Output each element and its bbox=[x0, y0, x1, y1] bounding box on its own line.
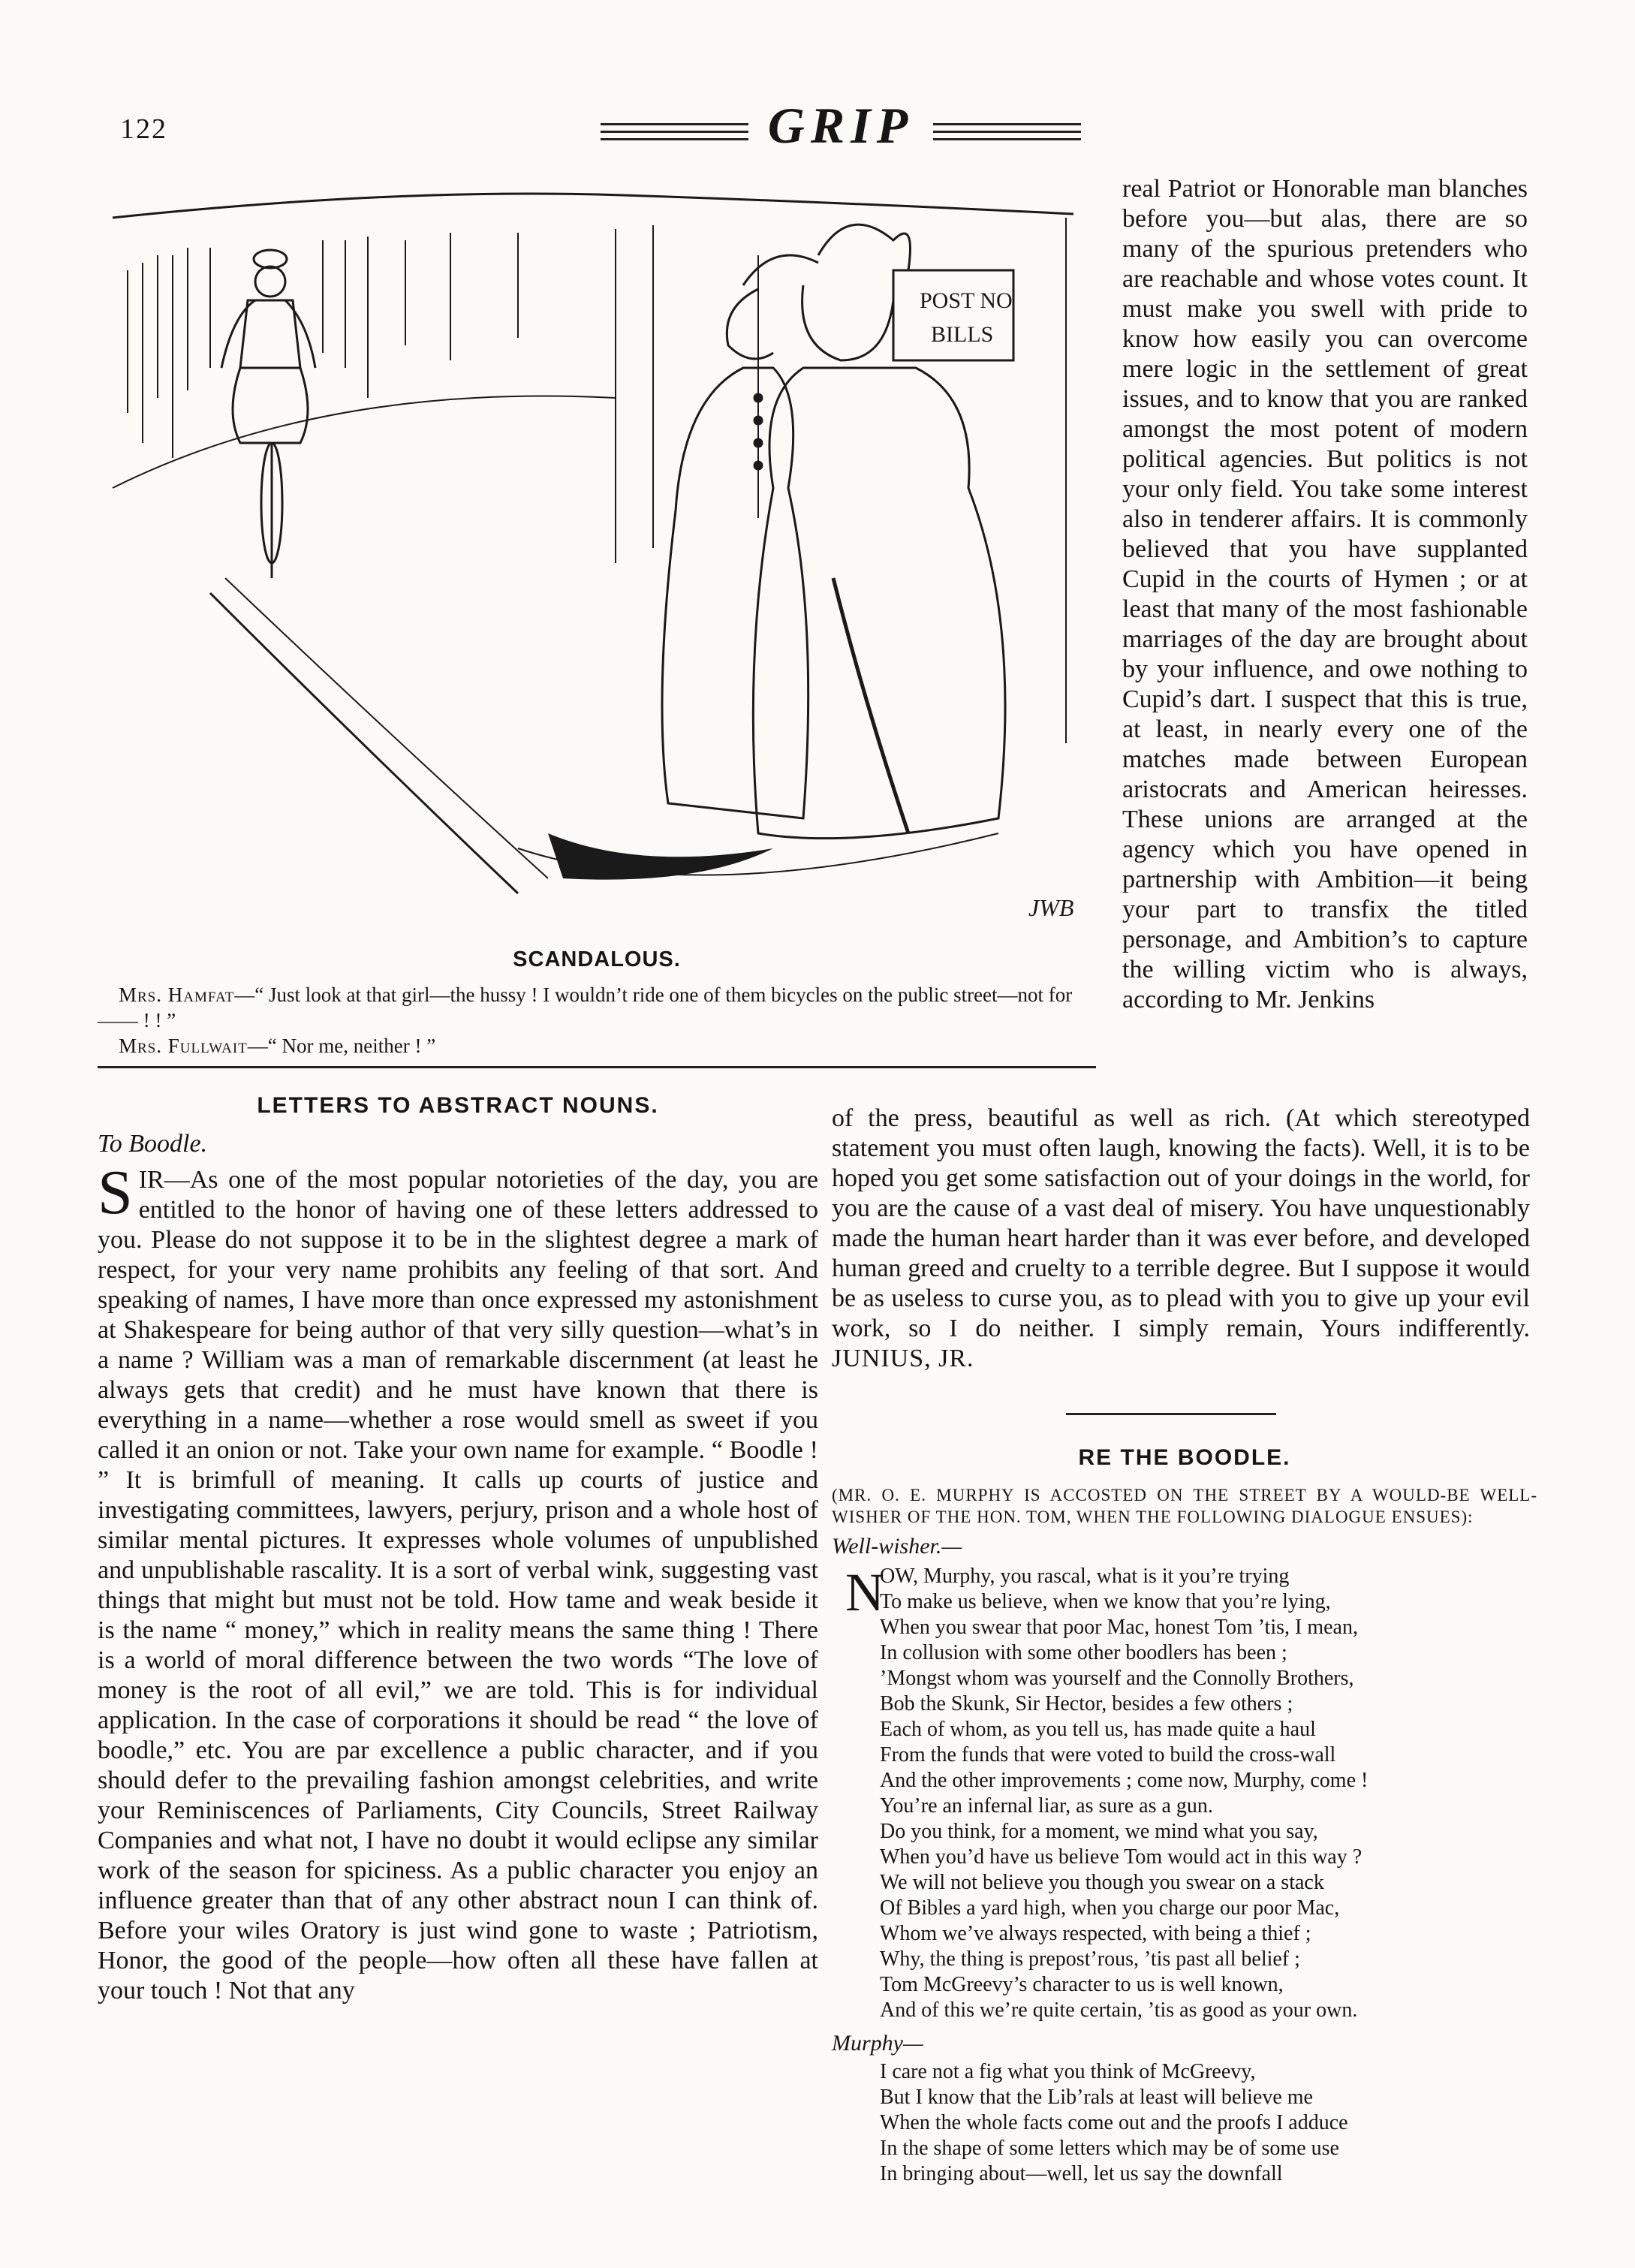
mrs-hamfat-figure bbox=[662, 255, 818, 818]
poem-line: I care not a fig what you think of McGreevy, bbox=[880, 2060, 1256, 2083]
sign-text-bills: BILLS bbox=[931, 322, 994, 347]
poem-verse-2 bbox=[832, 2059, 1537, 2187]
poem-line: Why, the thing is prepost’rous, ’tis past all belief ; bbox=[880, 1947, 1300, 1971]
letter-body-first: IR—As one of the most popular notorieties of the day, you are entitled to the honor of having one of these letters addressed to you. Please do not suppose it to be in the slightest degree a mark of respect, for your very name prohibits any feeling of that sort. And speaking of names, I have more than once expressed my astonishment at Shakespeare for being author of that very silly question—what’s in a name ? William was a man of remarkable discernment (at least he always gets that credit) and he must have known that there is everything in a name—whether a rose would smell as sweet if you called it an onion or not. Take your own name for example. “ Boodle ! ” It is brimfull of meaning. It calls up courts of justice and investigating committees, lawyers, perjury, prison and a whole host of similar mental pictures. It expresses whole volumes of unpublished and unpublishable rascality. It is a sort of verbal wink, suggesting vast things that might but must not be told. How tame and weak beside it is the name “ money,” which in reality means the same thing ! There is a world of moral difference between the two words “The love of money is the root of all evil,” we are told. This is for individual application. In the case of corporations it should be read “ the love of boodle,” etc. You are par excellence a public character, and if you should defer to the prevailing fashion amongst celebrities, and write your Reminiscences of Parliaments, City Councils, Street Railway Companies and what not, I have no doubt it would eclipse any similar work of the season for spiciness. As a public character you enjoy an influence greater than that of any other abstract noun I can think of. Before your wiles Oratory is just wind gone to waste ; Patriotism, Honor, the good of the people—how often all these have fallen at your touch ! Not that any bbox=[98, 1166, 818, 2004]
poem-line: Tom McGreevy’s character to us is well known, bbox=[880, 1973, 1284, 1996]
caption-line-2: —“ Nor me, neither ! ” bbox=[247, 1035, 436, 1057]
letter-body-mid: of the press, beautiful as well as rich. (At which stereotyped statement you must often laugh, knowing the facts). Well, it is to be hoped you get some satisfaction out of your doings in the world, for you are the cause of a vast deal of misery. You have unquestionably made the human heart harder than it was ever before, and developed human greed and cruelty to a terrible degree. But I suppose it would be as useless to curse you, as to plead with you to give up your evil work, so I do neither. I simply remain, Yours indifferently. bbox=[832, 1104, 1530, 1342]
caption-line-1: —“ Just look at that girl—the hussy ! I wouldn’t ride one of them bicycles on the public street—not for—— ! ! ” bbox=[98, 983, 1073, 1032]
poem-line: When you’d have us believe Tom would act in this way ? bbox=[880, 1845, 1362, 1869]
poem-dropcap: N bbox=[845, 1562, 884, 1622]
poem-line: Of Bibles a yard high, when you charge our poor Mac, bbox=[880, 1896, 1340, 1920]
umbrella bbox=[833, 578, 908, 833]
cartoon-caption bbox=[98, 982, 1096, 1059]
poem-line: Whom we’ve always respected, with being a thief ; bbox=[880, 1922, 1311, 1945]
poem-section bbox=[832, 1445, 1537, 2187]
letter-signature: JUNIUS, JR. bbox=[832, 1345, 974, 1372]
section-divider bbox=[1066, 1413, 1276, 1415]
curb-line bbox=[210, 593, 518, 893]
poem-line: In bringing about—well, let us say the downfall bbox=[880, 2162, 1283, 2185]
poem-line: We will not believe you though you swear on a stack bbox=[880, 1871, 1324, 1894]
poem-line: And the other improvements ; come now, Murphy, come ! bbox=[880, 1769, 1369, 1792]
poem-line: You’re an infernal liar, as sure as a gun. bbox=[880, 1794, 1213, 1818]
poem-line: In collusion with some other boodlers has been ; bbox=[880, 1641, 1287, 1664]
poem-speaker-1: Well-wisher.— bbox=[832, 1534, 962, 1559]
masthead bbox=[601, 96, 1081, 155]
letter-column-left bbox=[98, 1093, 818, 2006]
poem-line: When you swear that poor Mac, honest Tom ’tis, I mean, bbox=[880, 1616, 1358, 1639]
poem-line: From the funds that were voted to build the cross-wall bbox=[880, 1743, 1336, 1767]
poem-speaker-2: Murphy— bbox=[832, 2031, 923, 2056]
letter-dropcap: S bbox=[98, 1158, 133, 1227]
poem-line: Do you think, for a moment, we mind what you say, bbox=[880, 1820, 1318, 1843]
magazine-title: GRIP bbox=[748, 96, 933, 155]
poem-line: To make us believe, when we know that you’re lying, bbox=[880, 1590, 1331, 1613]
poem-verse-1 bbox=[880, 1564, 1537, 2023]
poem-line: Each of whom, as you tell us, has made quite a haul bbox=[880, 1718, 1316, 1741]
artist-signature: JWB bbox=[1028, 894, 1074, 921]
caption-speaker-1: Mrs. Hamfat bbox=[119, 983, 235, 1006]
page-number: 122 bbox=[120, 113, 167, 145]
cartoon-title: SCANDALOUS. bbox=[513, 947, 681, 971]
cyclist-figure bbox=[221, 250, 315, 578]
letter-column-middle bbox=[832, 1104, 1530, 1374]
poem-title: RE THE BOODLE. bbox=[1078, 1445, 1291, 1470]
sign-text-post-no: POST NO bbox=[920, 288, 1013, 313]
poem-line: Bob the Skunk, Sir Hector, besides a few others ; bbox=[880, 1692, 1293, 1715]
poem-line: But I know that the Lib’rals at least will believe me bbox=[880, 2086, 1313, 2109]
poem-line: When the whole facts come out and the proofs I adduce bbox=[880, 2111, 1348, 2134]
scandalous-cartoon bbox=[98, 173, 1096, 931]
poem-line: In the shape of some letters which may be of some use bbox=[880, 2137, 1339, 2160]
post-no-bills-sign bbox=[893, 270, 1013, 360]
caption-divider bbox=[98, 1066, 1096, 1068]
poem-line: And of this we’re quite certain, ’tis as good as your own. bbox=[880, 1998, 1358, 2022]
poem-line: OW, Murphy, you rascal, what is it you’re trying bbox=[880, 1565, 1290, 1588]
letter-body-right: real Patriot or Honorable man blanches before you—but alas, there are so many of the spurious pretenders who are reachable and whose votes count. It must make you swell with pride to know how easily you can overcome mere logic in the settlement of great issues, and to know that you are ranked amongst the most potent of modern political agencies. But politics is not your only field. You take some interest also in tenderer affairs. It is commonly believed that you have supplanted Cupid in the courts of Hymen ; or at least that many of the most fashionable marriages of the day are brought about by your influence, and owe nothing to Cupid’s dart. I suspect that this is true, at least, in nearly every one of the matches made between European aristocrats and American heiresses. These unions are arranged at the agency which you have opened in partnership with Ambition—it being your part to transfix the titled personage, and Ambition’s to capture the willing victim who is always, according to Mr. Jenkins bbox=[1122, 175, 1528, 1014]
letter-column-right bbox=[1122, 174, 1528, 1015]
caption-speaker-2: Mrs. Fullwait bbox=[119, 1035, 248, 1057]
poem-subtitle: (MR. O. E. MURPHY IS ACCOSTED ON THE STREET BY A WOULD-BE WELL-WISHER OF THE HON. TOM, WHEN THE FOLLOWING DIALOGUE ENSUES): bbox=[832, 1486, 1537, 1526]
letter-title: LETTERS TO ABSTRACT NOUNS. bbox=[257, 1093, 659, 1118]
letter-salutation: To Boodle. bbox=[98, 1130, 208, 1158]
mrs-fullwait-figure bbox=[753, 224, 1005, 839]
wall-top-line bbox=[113, 194, 1073, 218]
poem-line: ’Mongst whom was yourself and the Connolly Brothers, bbox=[880, 1667, 1354, 1690]
